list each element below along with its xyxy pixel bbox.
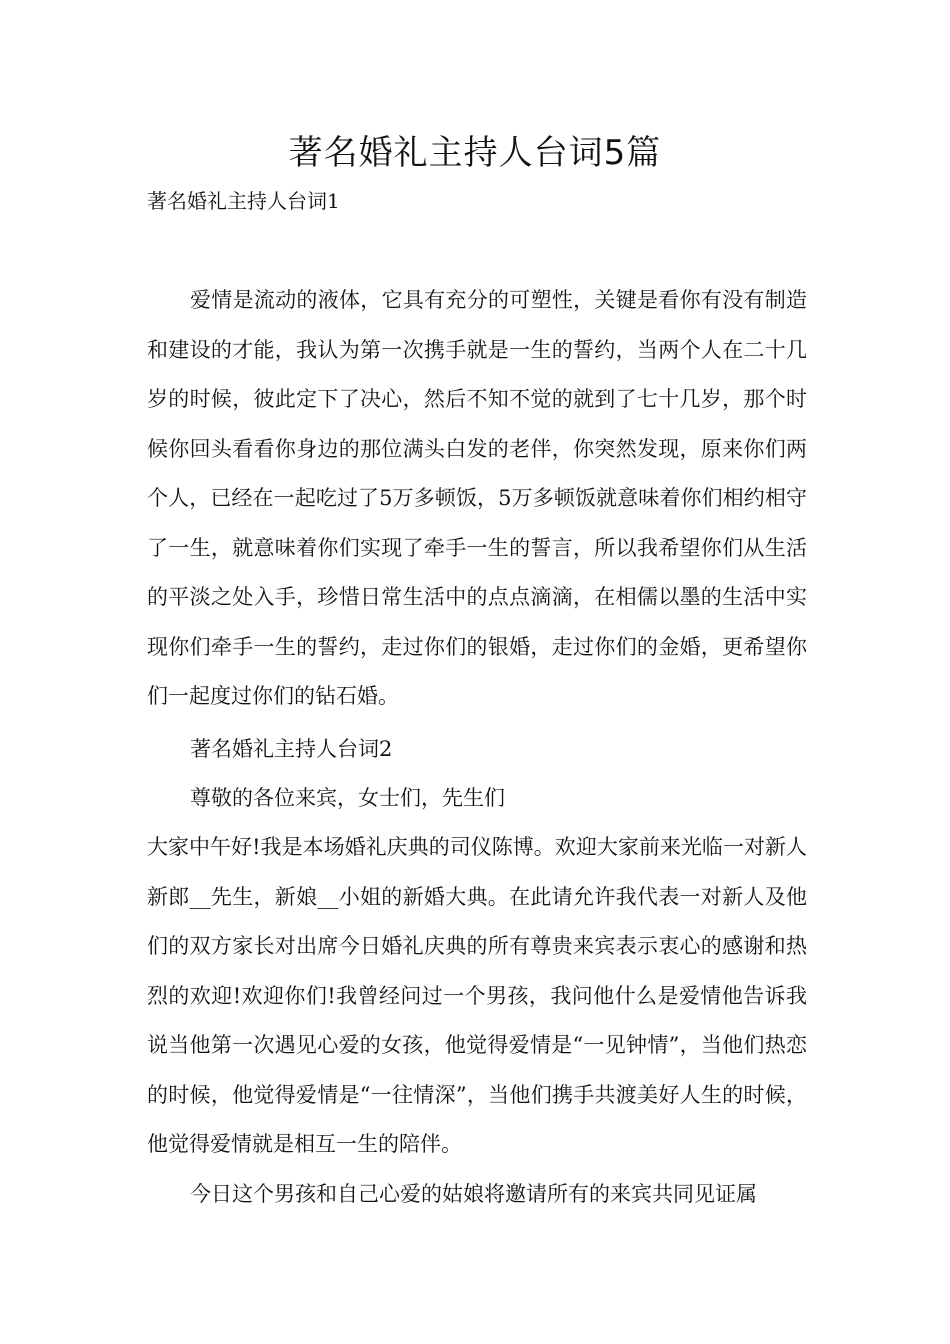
- paragraph-2: 大家中午好!我是本场婚礼庆典的司仪陈博。欢迎大家前来光临一对新人新郎__先生，新娘__小姐的新婚大典。在此请允许我代表一对新人及他们的双方家长对出席今日婚礼庆典的所有尊贵来宾表示衷心的感谢和热烈的欢迎!欢迎你们!我曾经问过一个男孩，我问他什么是爱情他告诉我说当他第一次遇见心爱的女孩，他觉得爱情是“一见钟情”，当他们热恋的时候，他觉得爱情是“一往情深”，当他们携手共渡美好人生的时候，他觉得爱情就是相互一生的陪伴。: [147, 835, 807, 1156]
- paragraph-1: 爱情是流动的液体，它具有充分的可塑性，关键是看你有没有制造和建设的才能，我认为第一次携手就是一生的誓约，当两个人在二十几岁的时候，彼此定下了决心，然后不知不觉的就到了七十几岁，那个时候你回头看看你身边的那位满头白发的老伴，你突然发现，原来你们两个人，已经在一起吃过了5万多顿饭，5万多顿饭就意味着你们相约相守了一生，就意味着你们实现了牵手一生的誓言，所以我希望你们从生活的平淡之处入手，珍惜日常生活中的点点滴滴，在相儒以墨的生活中实现你们牵手一生的誓约，走过你们的银婚，走过你们的金婚，更希望你们一起度过你们的钻石婚。: [147, 288, 807, 708]
- section-2-heading: 著名婚礼主持人台词2: [190, 737, 393, 761]
- section-1-heading: 著名婚礼主持人台词1: [147, 189, 340, 213]
- document-title: 著名婚礼主持人台词5篇: [288, 133, 662, 173]
- paragraph-3: 今日这个男孩和自己心爱的姑娘将邀请所有的来宾共同见证属: [190, 1182, 757, 1206]
- greeting-line: 尊敬的各位来宾，女士们，先生们: [190, 786, 505, 810]
